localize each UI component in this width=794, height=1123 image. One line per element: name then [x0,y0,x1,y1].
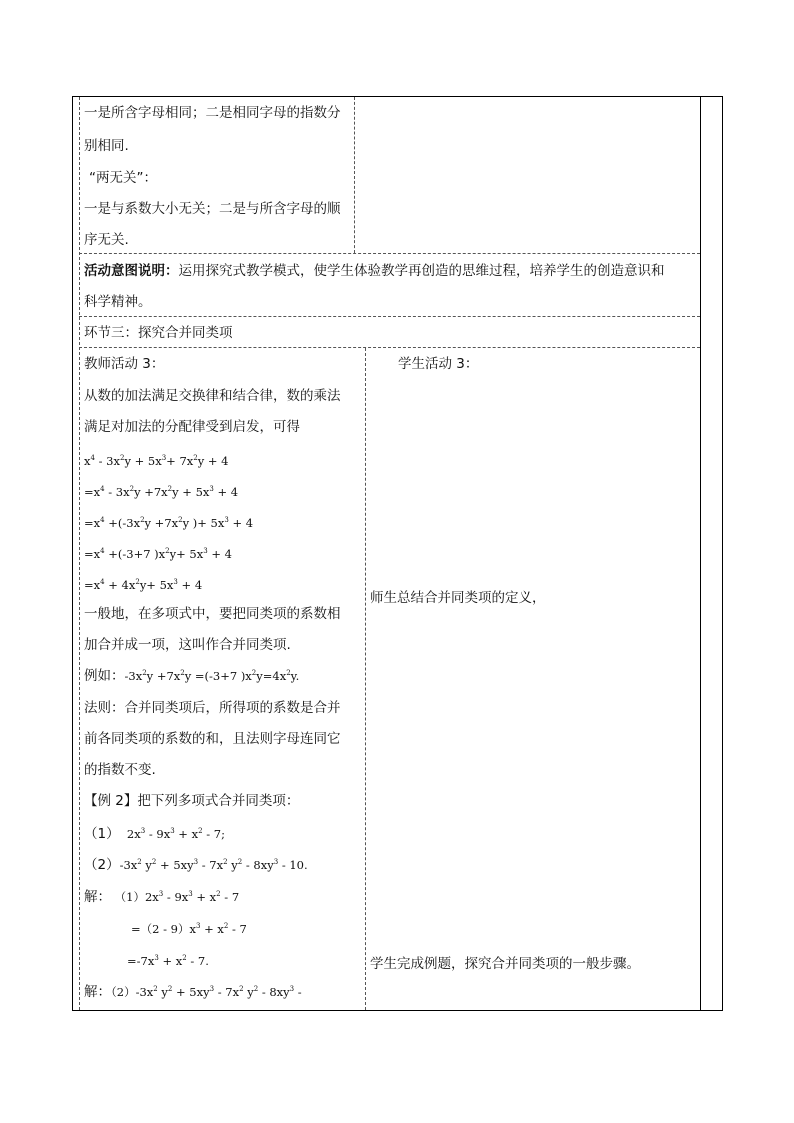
example-line: 例如：$-3x^2y +7x^2y =(-3+7$ )$x^2y=4x^2y$. [84,668,300,684]
criteria-heading: “两无关”： [89,170,157,186]
teacher-intro: 满足对加法的分配律受到启发，可得 [84,419,300,435]
example-prefix: 例如： [84,668,125,684]
table-left-border [72,96,73,1011]
row-separator [79,316,700,317]
intent-paragraph-cont: 科学精神。 [84,294,152,310]
solution-step: $=(2 - 9)x^3 + x^2 - 7$ [131,922,247,936]
rule-text: 法则：合并同类项后，所得项的系数是合并 [84,700,341,716]
math-line: $=x^4 +(-3x^2y +7x^2y$ )+ $5x^3 + 4$ [84,516,254,530]
math-line: $=x^4 +(-3+7$ )$x^2y+ 5x^3 + 4$ [84,547,232,561]
criteria-line: 序无关. [84,232,129,248]
rule-text: 的指数不变. [84,762,156,778]
table-top-border [72,96,723,97]
rule-text: 前各同类项的系数的和，且法则字母连同它 [84,731,341,747]
table-bottom-border [72,1010,723,1011]
criteria-line: 一是所含字母相同；二是相同字母的指数分 [84,105,341,121]
inner-left-guide [79,97,80,1010]
student-note: 学生完成例题，探究合并同类项的一般步骤。 [370,956,640,972]
column-separator [365,348,366,1010]
math-line: $=x^4 - 3x^2y +7x^2y + 5x^3 + 4$ [84,485,239,499]
row-separator [79,253,700,254]
intent-text: 运用探究式教学模式，使学生体验教学再创造的思维过程，培养学生的创造意识和 [178,263,665,279]
solution-line: 解：$(2)-3x^2$ $y^2 + 5xy^3 - 7x^2$ $y^2 - 8xy^3$ - [84,984,302,1000]
table-right-border [722,96,723,1011]
row-separator [79,347,700,348]
column-separator [354,97,355,253]
student-note: 师生总结合并同类项的定义， [370,590,546,606]
definition-text: 一般地，在多项式中，要把同类项的系数相 [84,606,341,622]
math-line: $=x^4 + 4x^2y+ 5x^3 + 4$ [84,578,203,592]
definition-text: 加合并成一项，这叫作合并同类项. [84,637,291,653]
intent-label: 活动意图说明： [84,263,179,279]
student-activity-title: 学生活动 3： [398,356,479,372]
criteria-line: 别相同. [84,138,129,154]
teacher-activity-title: 教师活动 3： [84,356,165,372]
criteria-line: 一是与系数大小无关；二是与所含字母的顺 [84,201,341,217]
table-inner-right-border [700,96,701,1011]
teacher-intro: 从数的加法满足交换律和结合律，数的乘法 [84,388,341,404]
stage-title: 环节三：探究合并同类项 [84,325,233,341]
example2-problem-1: （1） $2x^3 - 9x^3 + x^2 - 7$; [84,826,225,842]
solution-step: $=-7x^3 + x^2 - 7$. [127,954,209,968]
example2-problem-2: $(2)-3x^2$ $y^2 + 5xy^3 - 7x^2$ $y^2 - 8xy^3 - 10$. [84,857,308,873]
solution-line: 解： $(1)2x^3 - 9x^3 + x^2 - 7$ [84,889,240,905]
intent-paragraph [84,263,665,279]
math-line: $x^4 - 3x^2y + 5x^3+ 7x^2y + 4$ [84,454,229,468]
example2-title: 【例 2】把下列多项式合并同类项： [84,793,300,809]
